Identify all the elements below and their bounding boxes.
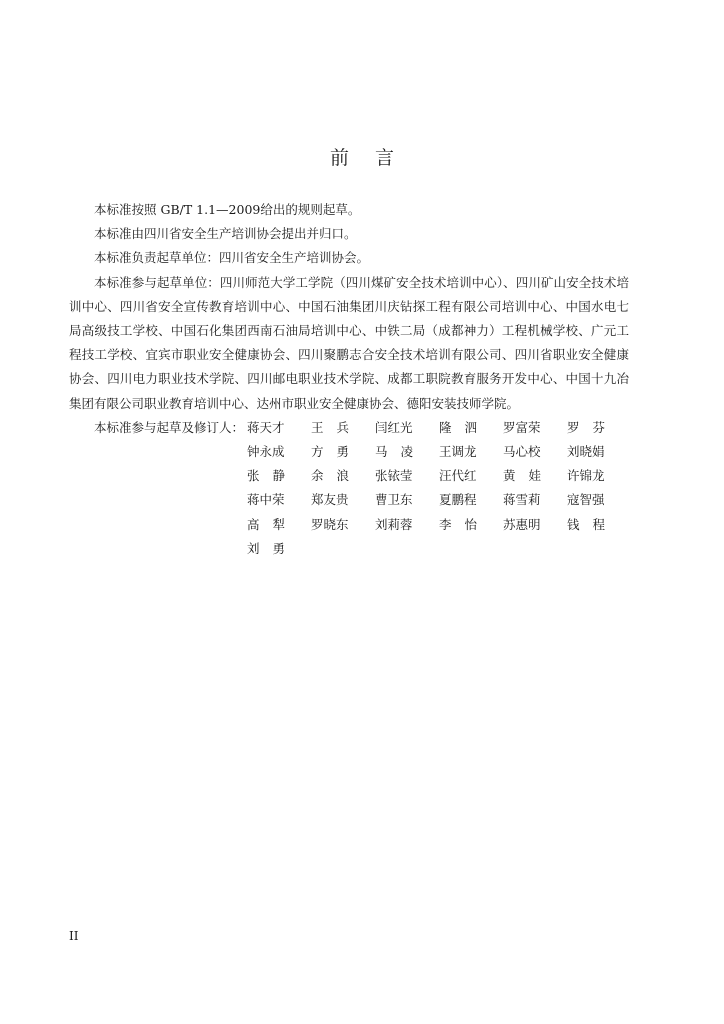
contributor-name: 王兵 [311, 419, 363, 435]
contributor-name: 蒋雪莉 [503, 492, 541, 508]
contributor-name: 钟永成 [247, 444, 285, 460]
proposer-paragraph: 本标准由四川省安全生产培训协会提出并归口。 [94, 226, 357, 242]
contributor-name: 马心校 [503, 444, 541, 460]
contributor-name: 刘晓娟 [567, 444, 605, 460]
contributor-name: 蒋中荣 [247, 492, 285, 508]
contributor-name: 郑友贵 [311, 492, 349, 508]
page-number: II [69, 929, 79, 943]
contributor-name: 罗富荣 [503, 419, 541, 435]
drafting-rules-paragraph: 本标准按照 GB/T 1.1—2009给出的规则起草。 [94, 202, 361, 217]
contributor-name: 高犁 [247, 516, 299, 532]
participating-units-paragraph: 本标准参与起草单位：四川师范大学工学院（四川煤矿安全技术培训中心）、四川矿山安全技术培训中心、四川省安全宣传教育培训中心、中国石油集团川庆钻探工程有限公司培训中心、中国水电七局高级技工学校、中国石化集团西南石油局培训中心、中铁二局（成都神力）工程机械学校、广元工程技工学校、宜宾市职业安全健康协会、四川聚鹏志合安全技术培训有限公司、四川省职业安全健康协会、四川电力职业技术学院、四川邮电职业技术学院、成都工职院教育服务开发中心、中国十九冶集团有限公司职业教育培训中心、达州市职业安全健康协会、德阳安装技师学院。 [69, 274, 629, 411]
contributors-grid [247, 416, 631, 561]
contributor-name: 张铱莹 [375, 468, 413, 484]
contributor-name: 罗芬 [567, 419, 619, 435]
contributor-name: 夏鹏程 [439, 492, 477, 508]
contributor-name: 钱程 [567, 516, 619, 532]
contributor-name: 汪代红 [439, 468, 477, 484]
contributor-name: 马凌 [375, 444, 427, 460]
contributor-name: 闫红光 [375, 419, 413, 435]
contributor-name: 蒋天才 [247, 419, 285, 435]
contributor-name: 曹卫东 [375, 492, 413, 508]
contributor-name: 黄娃 [503, 468, 555, 484]
foreword-body [69, 198, 629, 556]
contributor-name: 余浪 [311, 468, 363, 484]
contributor-name: 李怡 [439, 516, 491, 532]
contributors-section [69, 416, 629, 556]
contributor-name: 隆泗 [439, 419, 491, 435]
contributor-name: 寇智强 [567, 492, 605, 508]
contributor-name: 许锦龙 [567, 468, 605, 484]
contributor-name: 王调龙 [439, 444, 477, 460]
contributor-name: 张静 [247, 468, 299, 484]
contributor-name: 刘莉蓉 [375, 516, 413, 532]
responsible-unit-paragraph: 本标准负责起草单位：四川省安全生产培训协会。 [94, 250, 370, 266]
contributor-name: 刘勇 [247, 540, 299, 556]
page-title: 前言 [329, 147, 420, 169]
contributor-name: 苏惠明 [503, 516, 541, 532]
contributor-name: 方勇 [311, 444, 363, 460]
contributor-name: 罗晓东 [311, 516, 349, 532]
contributors-label: 本标准参与起草及修订人： [94, 419, 245, 435]
